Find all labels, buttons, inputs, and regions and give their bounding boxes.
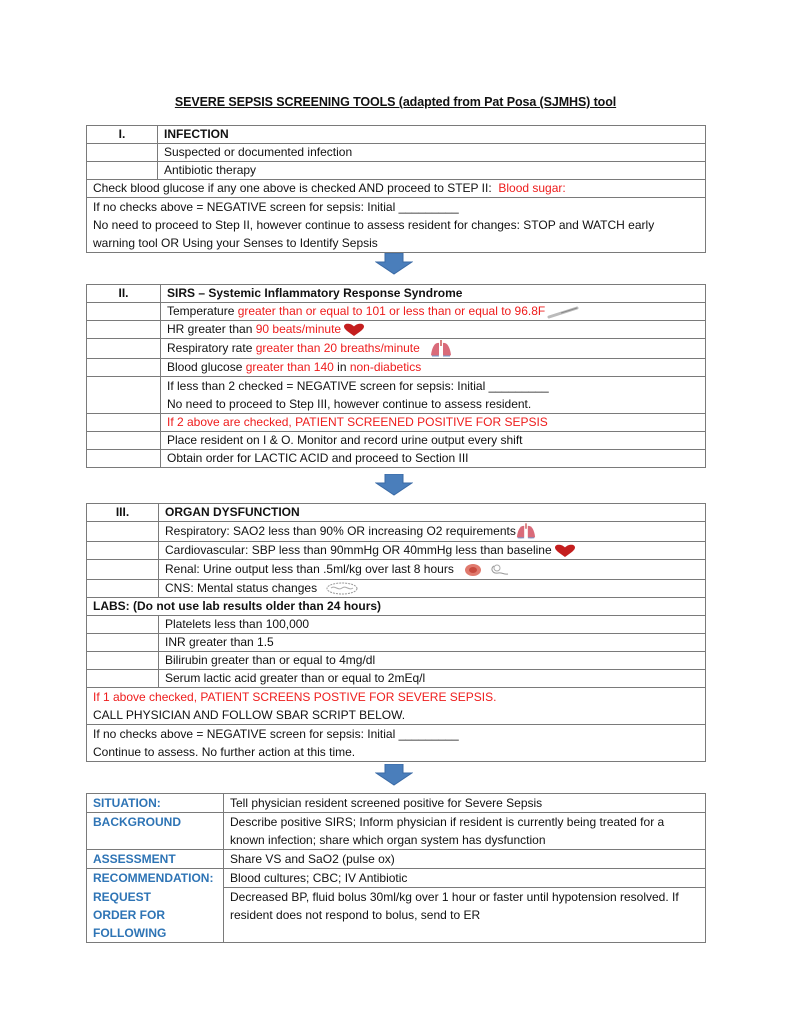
negative-screen-row: [87, 725, 706, 762]
checkbox-cell[interactable]: [87, 162, 158, 180]
negative-screen-row: [87, 377, 706, 414]
section-number: III.: [87, 504, 159, 522]
checklist-row: [87, 580, 706, 598]
sbar-text: Decreased BP, fluid bolus 30ml/kg over 1 hour or faster until hypotension resolved. If resident does not respond to bolus, send to ER: [224, 888, 706, 943]
criterion-temperature: [161, 303, 706, 321]
page-title: SEVERE SEPSIS SCREENING TOOLS (adapted from Pat Posa (SJMHS) tool: [174, 95, 617, 109]
lab-criterion: Platelets less than 100,000: [159, 616, 706, 634]
checkbox-cell[interactable]: [87, 522, 159, 542]
negative-screen-initial[interactable]: If no checks above = NEGATIVE screen for sepsis: Initial _________: [93, 727, 459, 741]
section-sirs-table: [86, 284, 706, 468]
labs-header-row: [87, 598, 706, 616]
checkbox-cell[interactable]: [87, 580, 159, 598]
checkbox-cell[interactable]: [87, 542, 159, 560]
criterion-blood-glucose: [161, 359, 706, 377]
brain-icon: [325, 582, 359, 595]
lab-criterion: Serum lactic acid greater than or equal to 2mEq/l: [159, 670, 706, 688]
checkbox-cell[interactable]: [87, 339, 161, 359]
lab-row: [87, 634, 706, 652]
action-text: Place resident on I & O. Monitor and record urine output every shift: [161, 432, 706, 450]
checklist-row: [87, 162, 706, 180]
criterion-label: Respiratory rate: [167, 340, 256, 355]
glucose-note-text: Check blood glucose if any one above is checked AND proceed to STEP II:: [93, 181, 492, 195]
action-text: Obtain order for LACTIC ACID and proceed to Section III: [161, 450, 706, 468]
sbar-row-recommendation: [87, 869, 706, 888]
organ-criterion-text: CNS: Mental status changes: [165, 581, 318, 595]
down-arrow-icon: [375, 764, 413, 786]
checklist-row: [87, 339, 706, 359]
criterion-label: Temperature: [167, 304, 238, 318]
checklist-row: [87, 522, 706, 542]
section-infection-table: [86, 125, 706, 253]
section-header-row: [87, 126, 706, 144]
negative-screen-note: [161, 377, 706, 414]
criterion-text: Antibiotic therapy: [158, 162, 706, 180]
checkbox-cell[interactable]: [87, 652, 159, 670]
section-header-row: [87, 504, 706, 522]
criterion-label: Blood glucose: [167, 360, 246, 374]
criterion-text: Suspected or documented infection: [158, 144, 706, 162]
lungs-icon: [516, 523, 536, 540]
organ-renal: [159, 560, 706, 580]
section-number: I.: [87, 126, 158, 144]
negative-screen-row: [87, 198, 706, 253]
checkbox-cell[interactable]: [87, 560, 159, 580]
negative-screen-instructions: Continue to assess. No further action at this time.: [93, 745, 356, 759]
checklist-row: [87, 303, 706, 321]
checkbox-cell[interactable]: [87, 634, 159, 652]
positive-screen-note: [87, 688, 706, 725]
sbar-text: Blood cultures; CBC; IV Antibiotic: [224, 869, 706, 888]
organ-criterion-text: Renal: Urine output less than .5ml/kg over last 8 hours: [165, 562, 454, 576]
checklist-row: [87, 321, 706, 339]
criterion-heart-rate: [161, 321, 706, 339]
lab-row: [87, 670, 706, 688]
positive-screen-row: [87, 414, 706, 432]
section-number: II.: [87, 285, 161, 303]
section-heading: INFECTION: [158, 126, 706, 144]
down-arrow-icon: [375, 474, 413, 496]
section-header-row: [87, 285, 706, 303]
checkbox-cell[interactable]: [87, 377, 161, 414]
organ-cardiovascular: [159, 542, 706, 560]
checkbox-cell[interactable]: [87, 321, 161, 339]
organ-cns: [159, 580, 706, 598]
sbar-label: BACKGROUND: [87, 813, 224, 850]
sbar-row-situation: [87, 794, 706, 813]
negative-screen-note: [87, 725, 706, 762]
checklist-row: [87, 542, 706, 560]
labs-heading: LABS: (Do not use lab results older than 24 hours): [87, 598, 706, 616]
negative-screen-note: [87, 198, 706, 253]
heart-icon: [552, 544, 578, 558]
sbar-label: REQUEST ORDER FOR FOLLOWING: [87, 888, 224, 943]
sbar-label: ASSESSMENT: [87, 850, 224, 869]
organ-criterion-text: Cardiovascular: SBP less than 90mmHg OR 40mmHg less than baseline: [165, 543, 552, 557]
sbar-text: Tell physician resident screened positive for Severe Sepsis: [224, 794, 706, 813]
negative-screen-initial[interactable]: If less than 2 checked = NEGATIVE screen for sepsis: Initial _________: [167, 379, 549, 393]
sbar-label: RECOMMENDATION:: [87, 869, 224, 888]
checkbox-cell[interactable]: [87, 432, 161, 450]
heart-icon: [343, 323, 365, 337]
positive-screen-row: [87, 688, 706, 725]
action-row: [87, 432, 706, 450]
sbar-text: Share VS and SaO2 (pulse ox): [224, 850, 706, 869]
section-heading: SIRS – Systemic Inflammatory Response Syndrome: [161, 285, 706, 303]
criterion-label: HR greater than: [167, 322, 256, 336]
section-heading: ORGAN DYSFUNCTION: [159, 504, 706, 522]
kidney-icon: [464, 562, 514, 578]
checkbox-cell[interactable]: [87, 670, 159, 688]
blood-sugar-field[interactable]: Blood sugar:: [498, 181, 566, 195]
criterion-connector: in: [333, 360, 350, 374]
lab-criterion: Bilirubin greater than or equal to 4mg/dl: [159, 652, 706, 670]
down-arrow-icon: [375, 253, 413, 275]
sbar-row-assessment: [87, 850, 706, 869]
negative-screen-initial[interactable]: If no checks above = NEGATIVE screen for sepsis: Initial _________: [93, 200, 459, 214]
checkbox-cell[interactable]: [87, 359, 161, 377]
checkbox-cell[interactable]: [87, 450, 161, 468]
sbar-text: Describe positive SIRS; Inform physician if resident is currently being treated for a known infection; share which organ system has dysfunction: [224, 813, 706, 850]
lab-row: [87, 616, 706, 634]
criterion-threshold: greater than or equal to 101 or less than or equal to 96.8F: [237, 304, 546, 318]
positive-screen-text: If 1 above checked, PATIENT SCREENS POSTIVE FOR SEVERE SEPSIS.: [93, 690, 497, 704]
criterion-respiratory-rate: [161, 339, 706, 359]
glucose-note-row: [87, 180, 706, 198]
checkbox-cell[interactable]: [87, 616, 159, 634]
organ-criterion-text: Respiratory: SAO2 less than 90% OR increasing O2 requirements: [165, 523, 516, 538]
call-physician-text: CALL PHYSICIAN AND FOLLOW SBAR SCRIPT BELOW.: [93, 708, 406, 722]
criterion-threshold: greater than 140: [245, 360, 334, 374]
lab-criterion: INR greater than 1.5: [159, 634, 706, 652]
lab-row: [87, 652, 706, 670]
checkbox-cell[interactable]: [87, 414, 161, 432]
sbar-script-table: [86, 793, 706, 943]
section-organ-dysfunction-table: [86, 503, 706, 762]
criterion-threshold: 90 beats/minute: [255, 322, 342, 336]
checklist-row: [87, 144, 706, 162]
criterion-population: non-diabetics: [349, 360, 422, 374]
thermometer-icon: [547, 305, 581, 319]
glucose-note: [87, 180, 706, 198]
organ-respiratory: [159, 522, 706, 542]
checklist-row: [87, 359, 706, 377]
negative-screen-instructions: No need to proceed to Step II, however continue to assess resident for changes: STOP and WATCH early warning tool OR Using your Senses to Identify Sepsis: [93, 218, 655, 250]
sbar-label: SITUATION:: [87, 794, 224, 813]
positive-screen-note: If 2 above are checked, PATIENT SCREENED POSITIVE FOR SEPSIS: [161, 414, 706, 432]
checklist-row: [87, 560, 706, 580]
criterion-threshold: greater than 20 breaths/minute: [255, 340, 420, 355]
lungs-icon: [430, 340, 452, 358]
sbar-row-background: [87, 813, 706, 850]
negative-screen-instructions: No need to proceed to Step III, however continue to assess resident.: [167, 397, 532, 411]
action-row: [87, 450, 706, 468]
checkbox-cell[interactable]: [87, 144, 158, 162]
checkbox-cell[interactable]: [87, 303, 161, 321]
sbar-row-request-order: [87, 888, 706, 943]
